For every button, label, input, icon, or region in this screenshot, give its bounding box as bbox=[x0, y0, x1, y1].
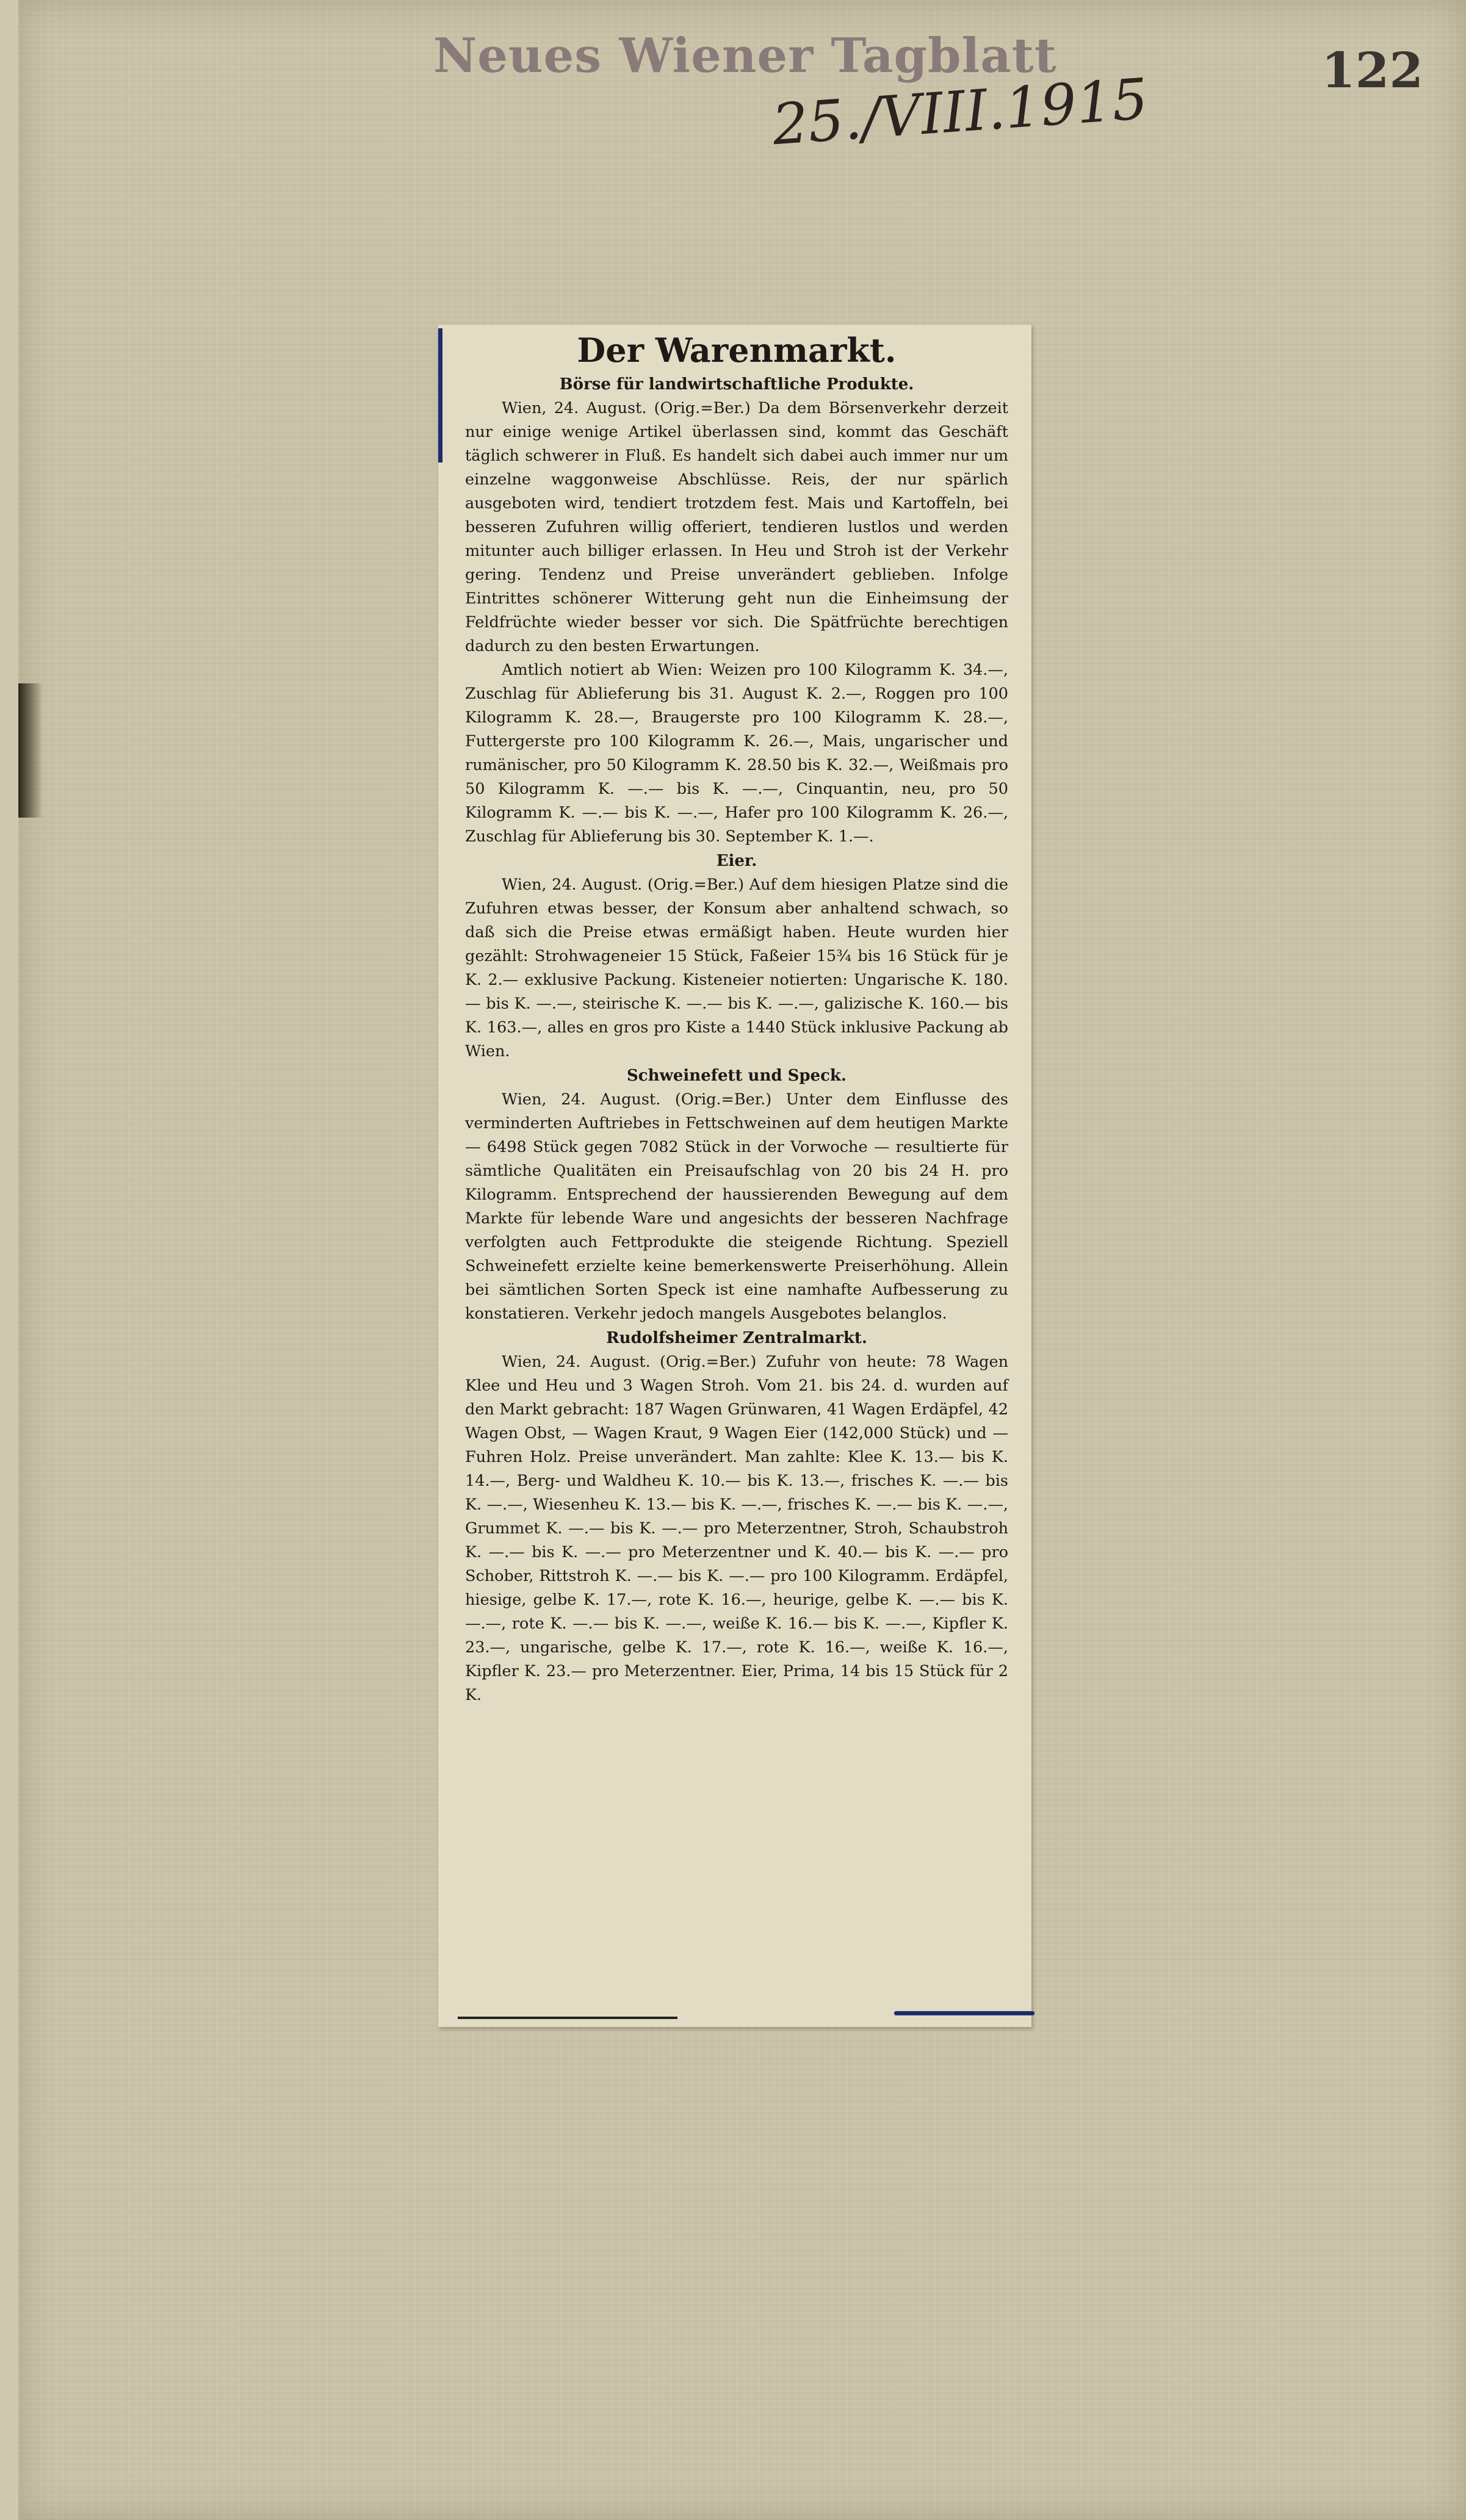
article-paragraph: Wien, 24. August. (Orig.=Ber.) Auf dem hiesigen Platze sind die Zufuhren etwas besser, der Konsum aber anhaltend schwach, so daß sich die Preise etwas ermäßigt haben. Heute wurden hier gezählt: Strohwageneier 15 Stück, Faßeier 15¾ bis 16 Stück für je K. 2.— exklusive Packung. Kisteneier notierten: Ungarische K. 180.— bis K. —.—, steirische K. —.— bis K. —.—, galizische K. 160.— bis K. 163.—, alles en gros pro Kiste a 1440 Stück inklusive Packung ab Wien. bbox=[465, 876, 1008, 1060]
article-paragraph: Amtlich notiert ab Wien: Weizen pro 100 Kilogramm K. 34.—, Zuschlag für Ablieferung bis 31. August K. 2.—, Roggen pro 100 Kilogramm K. 28.—, Braugerste pro 100 Kilogramm K. 28.—, Futtergerste pro 100 Kilogramm K. 26.—, Mais, ungarischer und rumänischer, pro 50 Kilogramm K. 28.50 bis K. 32.—, Weißmais pro 50 Kilogramm K. —.— bis K. —.—, Cinquantin, neu, pro 50 Kilogramm K. —.— bis K. —.—, Hafer pro 100 Kilogramm K. 26.—, Zuschlag für Ablieferung bis 30. September K. 1.—. bbox=[465, 661, 1008, 846]
article-title: Der Warenmarkt. bbox=[577, 331, 897, 370]
handwritten-date: 25./VIII.1915 bbox=[770, 66, 1150, 158]
page-number: 122 bbox=[1321, 41, 1423, 99]
article-paragraph: Wien, 24. August. (Orig.=Ber.) Unter dem Einflusse des verminderten Auftriebes in Fettschweinen auf dem heutigen Markte — 6498 Stück gegen 7082 Stück in der Vorwoche — resultierte für sämtliche Qualitäten ein Preisaufschlag von 20 bis 24 H. pro Kilogramm. Entsprechend der haussierenden Bewegung auf dem Markte für lebende Ware und angesichts der besseren Nachfrage verfolgten auch Fettprodukte die steigende Richtung. Speziell Schweinefett erzielte keine bemerkenswerte Preiserhöhung. Allein bei sämtlichen Sorten Speck ist eine namhafte Aufbesserung zu konstatieren. Verkehr jedoch mangels Ausgebotes belanglos. bbox=[465, 1090, 1008, 1323]
section-heading: Schweinefett und Speck. bbox=[627, 1067, 847, 1085]
section-heading: Börse für landwirtschaftliche Produkte. bbox=[559, 375, 914, 394]
torn-edge bbox=[18, 683, 43, 818]
blue-pencil-mark bbox=[894, 2011, 1035, 2015]
article-paragraph: Wien, 24. August. (Orig.=Ber.) Zufuhr von heute: 78 Wagen Klee und Heu und 3 Wagen Stroh. Vom 21. bis 24. d. wurden auf den Markt gebracht: 187 Wagen Grünwaren, 41 Wagen Erdäpfel, 42 Wagen Obst, — Wagen Kraut, 9 Wagen Eier (142,000 Stück) und — Fuhren Holz. Preise unverändert. Man zahlte: Klee K. 13.— bis K. 14.—, Berg- und Waldheu K. 10.— bis K. 13.—, frisches K. —.— bis K. —.—, Wiesenheu K. 13.— bis K. —.—, frisches K. —.— bis K. —.—, Grummet K. —.— bis K. —.— pro Meterzentner, Stroh, Schaubstroh K. —.— bis K. —.— pro Meterzentner und K. 40.— bis K. —.— pro Schober, Rittstroh K. —.— bis K. —.— pro 100 Kilogramm. Erdäpfel, hiesige, gelbe K. 17.—, rote K. 16.—, heurige, gelbe K. —.— bis K. —.—, rote K. —.— bis K. —.—, weiße K. 16.— bis K. —.—, Kipfler K. 23.—, ungarische, gelbe K. 17.—, rote K. 16.—, weiße K. 16.—, Kipfler K. 23.— pro Meterzentner. Eier, Prima, 14 bis 15 Stück für 2 K. bbox=[465, 1353, 1008, 1704]
newspaper-clipping bbox=[438, 325, 1031, 2027]
end-rule bbox=[458, 2017, 677, 2019]
article-paragraph: Wien, 24. August. (Orig.=Ber.) Da dem Börsenverkehr derzeit nur einige wenige Artikel überlassen sind, kommt das Geschäft täglich schwerer in Fluß. Es handelt sich dabei auch immer nur um einzelne waggonweise Abschlüsse. Reis, der nur spärlich ausgeboten wird, tendiert trotzdem fest. Mais und Kartoffeln, bei besseren Zufuhren willig offeriert, tendieren lustlos und werden mitunter auch billiger erlassen. In Heu und Stroh ist der Verkehr gering. Tendenz und Preise unverändert geblieben. Infolge Eintrittes schönerer Witterung geht nun die Einheimsung der Feldfrüchte wieder besser vor sich. Die Spätfrüchte berechtigen dadurch zu den besten Erwartungen. bbox=[465, 399, 1008, 655]
newspaper-stamp: Neues Wiener Tagblatt bbox=[433, 28, 1057, 84]
section-heading: Rudolfsheimer Zentralmarkt. bbox=[606, 1329, 867, 1347]
section-heading: Eier. bbox=[716, 852, 757, 870]
